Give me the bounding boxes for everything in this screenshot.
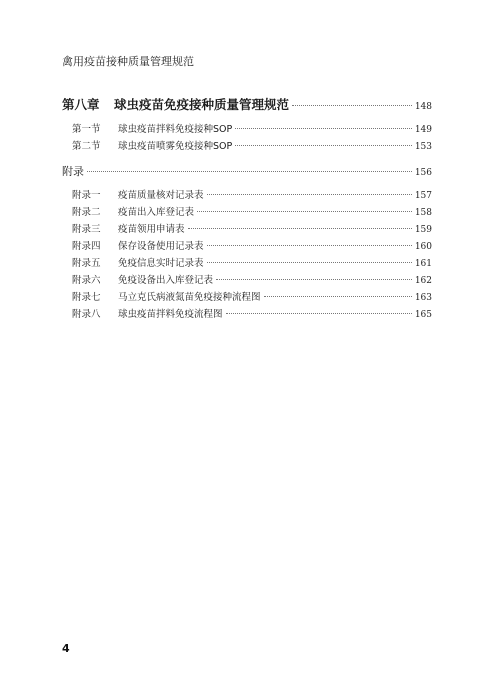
toc-appendix-entry[interactable] (62, 289, 432, 306)
dot-leader (292, 105, 412, 106)
appendix-item-title: 免疫信息实时记录表 (118, 258, 204, 269)
appendix-item-title: 疫苗质量核对记录表 (118, 190, 204, 201)
appendix-number: 附录八 (72, 309, 101, 320)
toc-appendix-entry[interactable] (62, 306, 432, 323)
appendix-item-title: 马立克氏病液氮苗免疫接种流程图 (118, 292, 261, 303)
dot-leader (235, 128, 412, 129)
dot-leader (188, 228, 412, 229)
page-ref: 162 (414, 276, 432, 286)
page-ref: 165 (414, 310, 432, 320)
dot-leader (207, 262, 412, 263)
toc-section-entry[interactable] (62, 138, 432, 155)
toc-appendix-entry[interactable] (62, 238, 432, 255)
toc-appendix-heading[interactable] (62, 163, 432, 183)
appendix-number: 附录七 (72, 292, 101, 303)
toc-appendix-entry[interactable] (62, 204, 432, 221)
page-ref: 153 (414, 142, 432, 152)
appendix-item-title: 保存设备使用记录表 (118, 241, 204, 252)
page-number: 4 (62, 642, 70, 655)
appendix-item-title: 免疫设备出入库登记表 (118, 275, 214, 286)
page-ref: 161 (414, 259, 432, 269)
dot-leader (235, 145, 412, 146)
appendix-title: 附录 (62, 165, 84, 178)
appendix-item-title: 疫苗领用申请表 (118, 224, 185, 235)
dot-leader (197, 211, 412, 212)
section-title: 球虫疫苗喷雾免疫接种SOP (118, 141, 233, 152)
dot-leader (87, 171, 412, 172)
toc-appendix-entry[interactable] (62, 221, 432, 238)
dot-leader (216, 279, 412, 280)
appendix-number: 附录四 (72, 241, 101, 252)
section-number: 第一节 (72, 124, 101, 135)
toc-appendix-entry[interactable] (62, 187, 432, 204)
appendix-number: 附录三 (72, 224, 101, 235)
dot-leader (207, 194, 412, 195)
dot-leader (226, 313, 412, 314)
toc-section-entry[interactable] (62, 121, 432, 138)
page-ref: 159 (414, 225, 432, 235)
page-ref: 163 (414, 293, 432, 303)
page-ref: 148 (414, 102, 432, 112)
section-number: 第二节 (72, 141, 101, 152)
section-title: 球虫疫苗拌料免疫接种SOP (118, 124, 233, 135)
appendix-number: 附录六 (72, 275, 101, 286)
dot-leader (264, 296, 412, 297)
table-of-contents (62, 95, 432, 323)
toc-appendix-entry[interactable] (62, 255, 432, 272)
page-ref: 156 (414, 168, 432, 178)
toc-appendix-entry[interactable] (62, 272, 432, 289)
page-ref: 160 (414, 242, 432, 252)
appendix-number: 附录五 (72, 258, 101, 269)
appendix-number: 附录一 (72, 190, 101, 201)
appendix-item-title: 球虫疫苗拌料免疫流程图 (118, 309, 223, 320)
running-header: 禽用疫苗接种质量管理规范 (62, 55, 194, 68)
appendix-number: 附录二 (72, 207, 101, 218)
appendix-item-title: 疫苗出入库登记表 (118, 207, 195, 218)
chapter-number: 第八章 (62, 97, 100, 112)
page-ref: 149 (414, 125, 432, 135)
dot-leader (207, 245, 412, 246)
page-ref: 158 (414, 208, 432, 218)
toc-chapter-entry[interactable] (62, 95, 432, 115)
page-ref: 157 (414, 191, 432, 201)
chapter-title: 球虫疫苗免疫接种质量管理规范 (114, 97, 290, 112)
